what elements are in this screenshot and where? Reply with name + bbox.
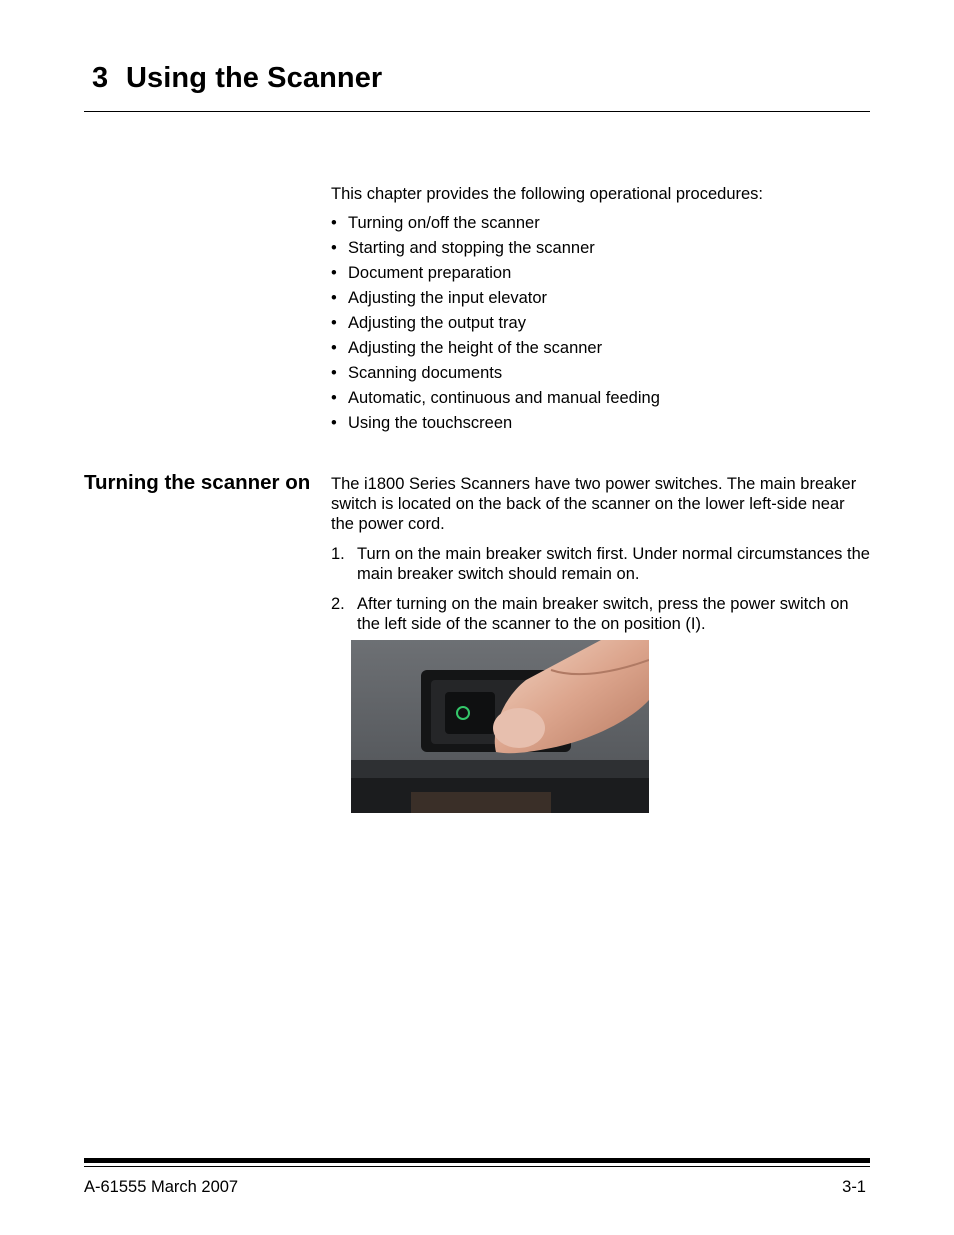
- bullet: •: [331, 389, 337, 407]
- bullet: •: [331, 364, 337, 382]
- list-item: • Turning on/off the scanner: [331, 214, 540, 232]
- bullet: •: [331, 239, 337, 257]
- bullet: •: [331, 289, 337, 307]
- step-number: 1.: [331, 545, 345, 563]
- section-heading: Turning the scanner on: [84, 471, 311, 494]
- step-item: [331, 544, 871, 584]
- step-text: Turn on the main breaker switch first. Under normal circumstances the main breaker switch should remain on.: [357, 545, 870, 583]
- step-number: 2.: [331, 595, 345, 613]
- procedure-list: [331, 213, 660, 438]
- steps-list: [331, 544, 871, 644]
- list-item: • Scanning documents: [331, 364, 503, 382]
- step-text: After turning on the main breaker switch, press the power switch on the left side of the scanner to the on position (I).: [357, 595, 849, 633]
- bullet: •: [331, 314, 337, 332]
- chapter-title: [92, 62, 382, 95]
- bullet: •: [331, 264, 337, 282]
- footer-divider-thick: [84, 1158, 870, 1163]
- step-item: [331, 594, 871, 634]
- footer-divider-thin: [84, 1166, 870, 1167]
- intro-text: This chapter provides the following operational procedures:: [331, 185, 763, 203]
- list-item: • Starting and stopping the scanner: [331, 239, 595, 257]
- list-item: • Adjusting the input elevator: [331, 289, 548, 307]
- bullet: •: [331, 339, 337, 357]
- chapter-title-text: Using the Scanner: [126, 62, 383, 94]
- bullet: •: [331, 414, 337, 432]
- list-item: • Using the touchscreen: [331, 414, 513, 432]
- list-item: • Adjusting the height of the scanner: [331, 339, 603, 357]
- bullet: •: [331, 214, 337, 232]
- section-paragraph: The i1800 Series Scanners have two power switches. The main breaker switch is located on the back of the scanner on the lower left-side near the power cord.: [331, 475, 857, 533]
- chapter-number: 3: [92, 62, 109, 94]
- list-item: • Adjusting the output tray: [331, 314, 526, 332]
- footer-doc-id: A-61555 March 2007: [84, 1178, 239, 1196]
- power-switch-photo: [351, 640, 649, 813]
- list-item: • Document preparation: [331, 264, 512, 282]
- title-divider: [84, 111, 870, 112]
- page-number: 3-1: [842, 1178, 866, 1196]
- list-item: • Automatic, continuous and manual feeding: [331, 389, 660, 407]
